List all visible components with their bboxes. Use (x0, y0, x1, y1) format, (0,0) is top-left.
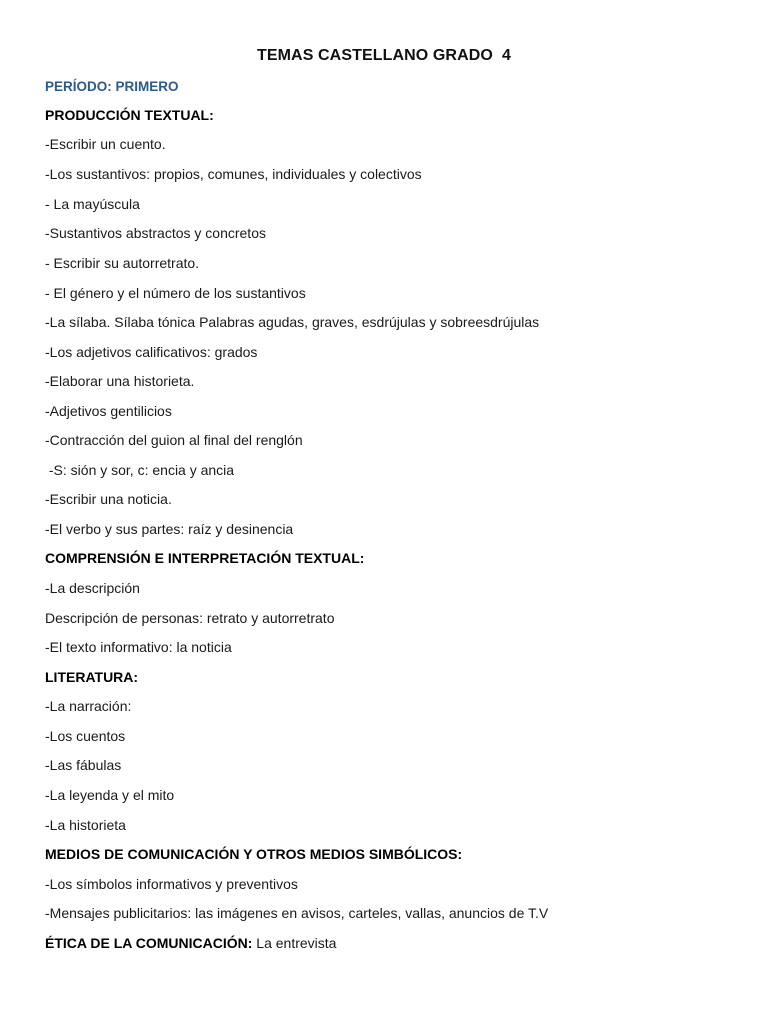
list-item: -Escribir una noticia. (45, 491, 172, 507)
list-item: -Elaborar una historieta. (45, 373, 195, 389)
list-item: - La mayúscula (45, 196, 140, 212)
list-item: Descripción de personas: retrato y autorretrato (45, 610, 335, 626)
list-item: -Las fábulas (45, 757, 122, 773)
list-item: -La sílaba. Sílaba tónica Palabras agudas, graves, esdrújulas y sobreesdrújulas (45, 314, 540, 330)
document-title: TEMAS CASTELLANO GRADO 4 (256, 47, 512, 64)
list-item: -La descripción (45, 580, 140, 596)
list-item: -La historieta (45, 817, 126, 833)
list-item: - Escribir su autorretrato. (45, 255, 200, 271)
etica-line (45, 934, 336, 952)
list-item: -Sustantivos abstractos y concretos (45, 225, 266, 241)
list-item: -El texto informativo: la noticia (45, 639, 232, 655)
list-item: - El género y el número de los sustantivos (45, 285, 306, 301)
list-item: -El verbo y sus partes: raíz y desinencia (45, 521, 294, 537)
section-heading-produccion: PRODUCCIÓN TEXTUAL: (45, 107, 214, 123)
list-item: -S: sión y sor, c: encia y ancia (45, 462, 235, 478)
list-item: -Mensajes publicitarios: las imágenes en avisos, carteles, vallas, anuncios de T.V (45, 905, 549, 921)
list-item: -Contracción del guion al final del renglón (45, 432, 303, 448)
list-item: -Escribir un cuento. (45, 136, 166, 152)
period-label: PERÍODO: PRIMERO (45, 79, 179, 94)
section-heading-comprension: COMPRENSIÓN E INTERPRETACIÓN TEXTUAL: (45, 550, 365, 566)
etica-text: La entrevista (252, 935, 337, 951)
list-item: -La narración: (45, 698, 132, 714)
list-item: -Los adjetivos calificativos: grados (45, 344, 258, 360)
list-item: -Adjetivos gentilicios (45, 403, 172, 419)
list-item: -Los sustantivos: propios, comunes, individuales y colectivos (45, 166, 422, 182)
list-item: -La leyenda y el mito (45, 787, 175, 803)
section-heading-etica: ÉTICA DE LA COMUNICACIÓN: (45, 935, 253, 951)
list-item: -Los símbolos informativos y preventivos (45, 876, 298, 892)
section-heading-medios: MEDIOS DE COMUNICACIÓN Y OTROS MEDIOS SIMBÓLICOS: (45, 846, 463, 862)
list-item: -Los cuentos (45, 728, 126, 744)
section-heading-literatura: LITERATURA: (45, 669, 139, 685)
